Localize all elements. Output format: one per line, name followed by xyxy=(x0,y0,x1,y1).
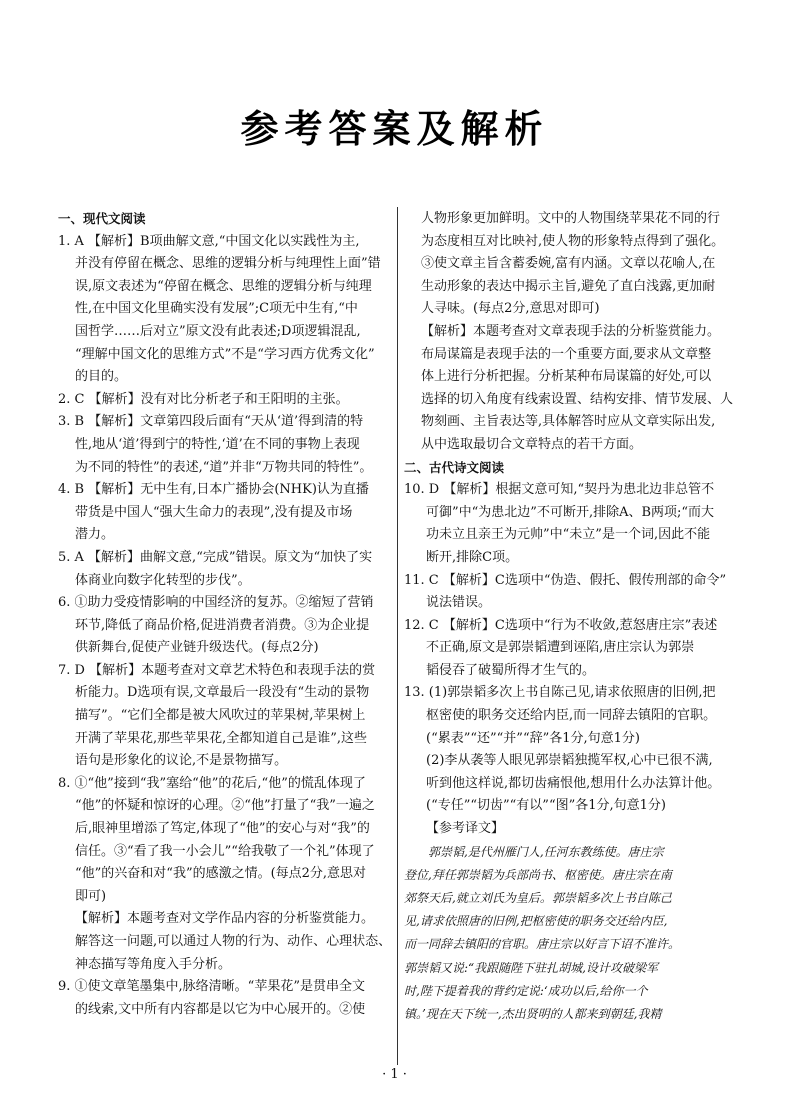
translation-line: 郭崇韬又说:“我跟随陛下驻扎胡城,设计攻破梁军 xyxy=(404,960,658,975)
answer-line: 3. B 【解析】文章第四段后面有“天从‘道’得到清的特 xyxy=(58,414,364,430)
answer-line: 带货是中国人“强大生命力的表现”,没有提及市场 xyxy=(75,504,353,520)
answer-line: 从中选取最切合文章特点的若干方面。 xyxy=(421,436,643,452)
answer-line: 性,地从‘道’得到宁的特性,‘道’在不同的事物上表现 xyxy=(75,436,360,452)
answer-line: 不正确,原文是郭崇韬遭到诬陷,唐庄宗认为郭崇 xyxy=(426,640,695,656)
section-heading: 一、现代文阅读 xyxy=(58,211,146,226)
answer-line: 韬侵吞了破蜀所得才生气的。 xyxy=(426,662,596,678)
answer-line: 【解析】本题考查对文章表现手法的分析鉴赏能力。 xyxy=(421,323,721,339)
answer-line: 听到他这样说,都切齿痛恨他,想用什么办法算计他。 xyxy=(426,775,721,791)
answer-line: 选择的切入角度有线索设置、结构安排、情节发展、人 xyxy=(421,391,734,407)
answer-line: (“累表”“还”“并”“辞”各1分,句意1分) xyxy=(426,730,640,746)
answer-line: 布局谋篇是表现手法的一个重要方面,要求从文章整 xyxy=(421,346,712,362)
answer-line: 解答这一问题,可以通过人物的行为、动作、心理状态、 xyxy=(75,934,392,949)
answer-line: 7. D 【解析】本题考查对文章艺术特色和表现手法的赏 xyxy=(58,662,376,678)
answer-line: 为不同的特性”的表述,“道”并非“万物共同的特性”。 xyxy=(75,459,373,475)
left-column xyxy=(58,208,392,1021)
answer-line: 说法错误。 xyxy=(426,595,492,611)
answer-line: 误,原文表述为“停留在概念、思维的逻辑分析与纯理 xyxy=(75,278,372,294)
answer-line: “他”的怀疑和惊讶的心理。②“他”打量了“我”一遍之 xyxy=(75,798,375,814)
answer-line: 12. C 【解析】C选项中“行为不收敛,惹怒唐庄宗”表述 xyxy=(404,617,718,633)
answer-line: 析能力。D选项有误,文章最后一段没有“生动的景物 xyxy=(75,685,370,701)
answer-line: 信任。③“看了我一小会儿”“给我敬了一个礼”体现了 xyxy=(75,843,375,859)
answer-line: 功未立且亲王为元帅”中“未立”是一个词,因此不能 xyxy=(426,527,711,543)
answer-line: 性,在中国文化里确实没有发展”;C项无中生有,“中 xyxy=(75,301,358,317)
answer-line: “他”的兴奋和对“我”的感激之情。(每点2分,意思对 xyxy=(75,866,367,882)
answer-line: 人物形象更加鲜明。文中的人物围绕苹果花不同的行 xyxy=(421,211,721,226)
answer-line: 语句是形象化的议论,不是景物描写。 xyxy=(75,753,288,769)
column-divider xyxy=(397,207,398,1065)
translation-line: 而一同辞去镇阳的官职。唐庄宗以好言下诏不准许。 xyxy=(404,937,681,952)
translation-line: 镇。’现在天下统一,杰出贤明的人都来到朝廷,我精 xyxy=(404,1007,662,1022)
reference-translation xyxy=(404,841,740,1027)
right-column-answers xyxy=(404,208,740,841)
answer-line: 枢密使的职务交还给内臣,而一同辞去镇阳的官职。 xyxy=(426,708,717,724)
answer-line: 2. C 【解析】没有对比分析老子和王阳明的主张。 xyxy=(58,391,349,407)
answer-line: 体上进行分析把握。分析某种布局谋篇的好处,可以 xyxy=(421,369,712,385)
answer-line: 物刻画、主旨表达等,具体解答时应从文章实际出发, xyxy=(421,414,716,430)
answer-line: 4. B 【解析】无中生有,日本广播协会(NHK)认为直播 xyxy=(58,482,369,498)
translation-line: 见,请求依照唐的旧例,把枢密使的职务交还给内臣, xyxy=(404,914,668,929)
answer-line: 的线索,文中所有内容都是以它为中心展开的。②使 xyxy=(75,1001,366,1017)
answer-line: 供新舞台,促使产业链升级迭代。(每点2分) xyxy=(75,640,319,656)
answer-line: (2)李从袭等人眼见郭崇韬独揽军权,心中已很不满, xyxy=(426,753,713,769)
answer-line: (“专任”“切齿”“有以”“图”各1分,句意1分) xyxy=(426,798,666,814)
page-title: 参考答案及解析 xyxy=(240,107,549,151)
answer-line: “理解中国文化的思维方式”不是“学习西方优秀文化” xyxy=(75,346,375,362)
answer-line: 的目的。 xyxy=(75,369,128,385)
translation-line: 时,陛下提着我的背约定说:‘成功以后,给你一个 xyxy=(404,983,648,998)
answer-line: 描写”。“它们全都是被大风吹过的苹果树,苹果树上 xyxy=(75,708,366,724)
answer-line: 【参考译文】 xyxy=(426,821,505,837)
translation-line: 登位,拜任郭崇韬为兵部尚书、枢密使。唐庄宗在南 xyxy=(404,867,672,882)
answer-line: 人寻味。(每点2分,意思对即可) xyxy=(421,301,600,317)
answer-line: 国哲学……后对立”原文没有此表述;D项逻辑混乱, xyxy=(75,323,361,339)
answer-line: 后,眼神里增添了笃定,体现了“他”的安心与对“我”的 xyxy=(75,821,370,837)
answer-line: 5. A 【解析】曲解文意,“完成”错误。原文为“加快了实 xyxy=(58,549,373,565)
answer-line: 8. ①“他”接到“我”塞给“他”的花后,“他”的慌乱体现了 xyxy=(58,775,366,791)
answer-line: 环节,降低了商品价格,促进消费者消费。③为企业提 xyxy=(75,617,370,633)
answer-line: 即可) xyxy=(75,888,107,904)
answer-line: 神态描写等角度入手分析。 xyxy=(75,956,232,972)
answer-line: 并没有停留在概念、思维的逻辑分析与纯理性上面”错 xyxy=(75,256,381,272)
answer-line: 【解析】本题考查对文学作品内容的分析鉴赏能力。 xyxy=(75,911,375,927)
answer-line: 体商业向数字化转型的步伐”。 xyxy=(75,572,251,588)
answer-line: 为态度相互对比映衬,使人物的形象特点得到了强化。 xyxy=(421,233,725,249)
translation-line: 郊祭天后,就立刘氏为皇后。郭崇韬多次上书自陈己 xyxy=(404,891,672,906)
answer-line: 生动形象的表达中揭示主旨,避免了直白浅露,更加耐 xyxy=(421,278,716,294)
answer-line: 开满了苹果花,那些苹果花,全都知道自己是谁”,这些 xyxy=(75,730,368,746)
answer-line: 可御”中“为患北边”不可断开,排除A、B两项;“而大 xyxy=(426,504,715,520)
answer-line: 6. ①助力受疫情影响的中国经济的复苏。②缩短了营销 xyxy=(58,595,374,611)
answer-line: 9. ①使文章笔墨集中,脉络清晰。“苹果花”是贯串全文 xyxy=(58,979,365,995)
page-number: · 1 · xyxy=(382,1067,407,1082)
answer-line: 断开,排除C项。 xyxy=(426,549,519,565)
translation-line: 郭崇韬,是代州雁门人,任河东教练使。唐庄宗 xyxy=(428,844,664,859)
section-heading: 二、古代诗文阅读 xyxy=(404,459,505,475)
answer-line: 潜力。 xyxy=(75,527,115,543)
answer-line: 13. (1)郭崇韬多次上书自陈己见,请求依照唐的旧例,把 xyxy=(404,685,716,701)
answer-line: 10. D 【解析】根据文意可知,“契丹为患北边非总管不 xyxy=(404,482,715,498)
answer-line: 1. A 【解析】B项曲解文意,“中国文化以实践性为主, xyxy=(58,233,360,249)
answer-line: 11. C 【解析】C选项中“伪造、假托、假传刑部的命令” xyxy=(404,572,727,588)
right-column xyxy=(404,208,740,1026)
answer-line: ③使文章主旨含蓄委婉,富有内涵。文章以花喻人,在 xyxy=(421,256,716,272)
